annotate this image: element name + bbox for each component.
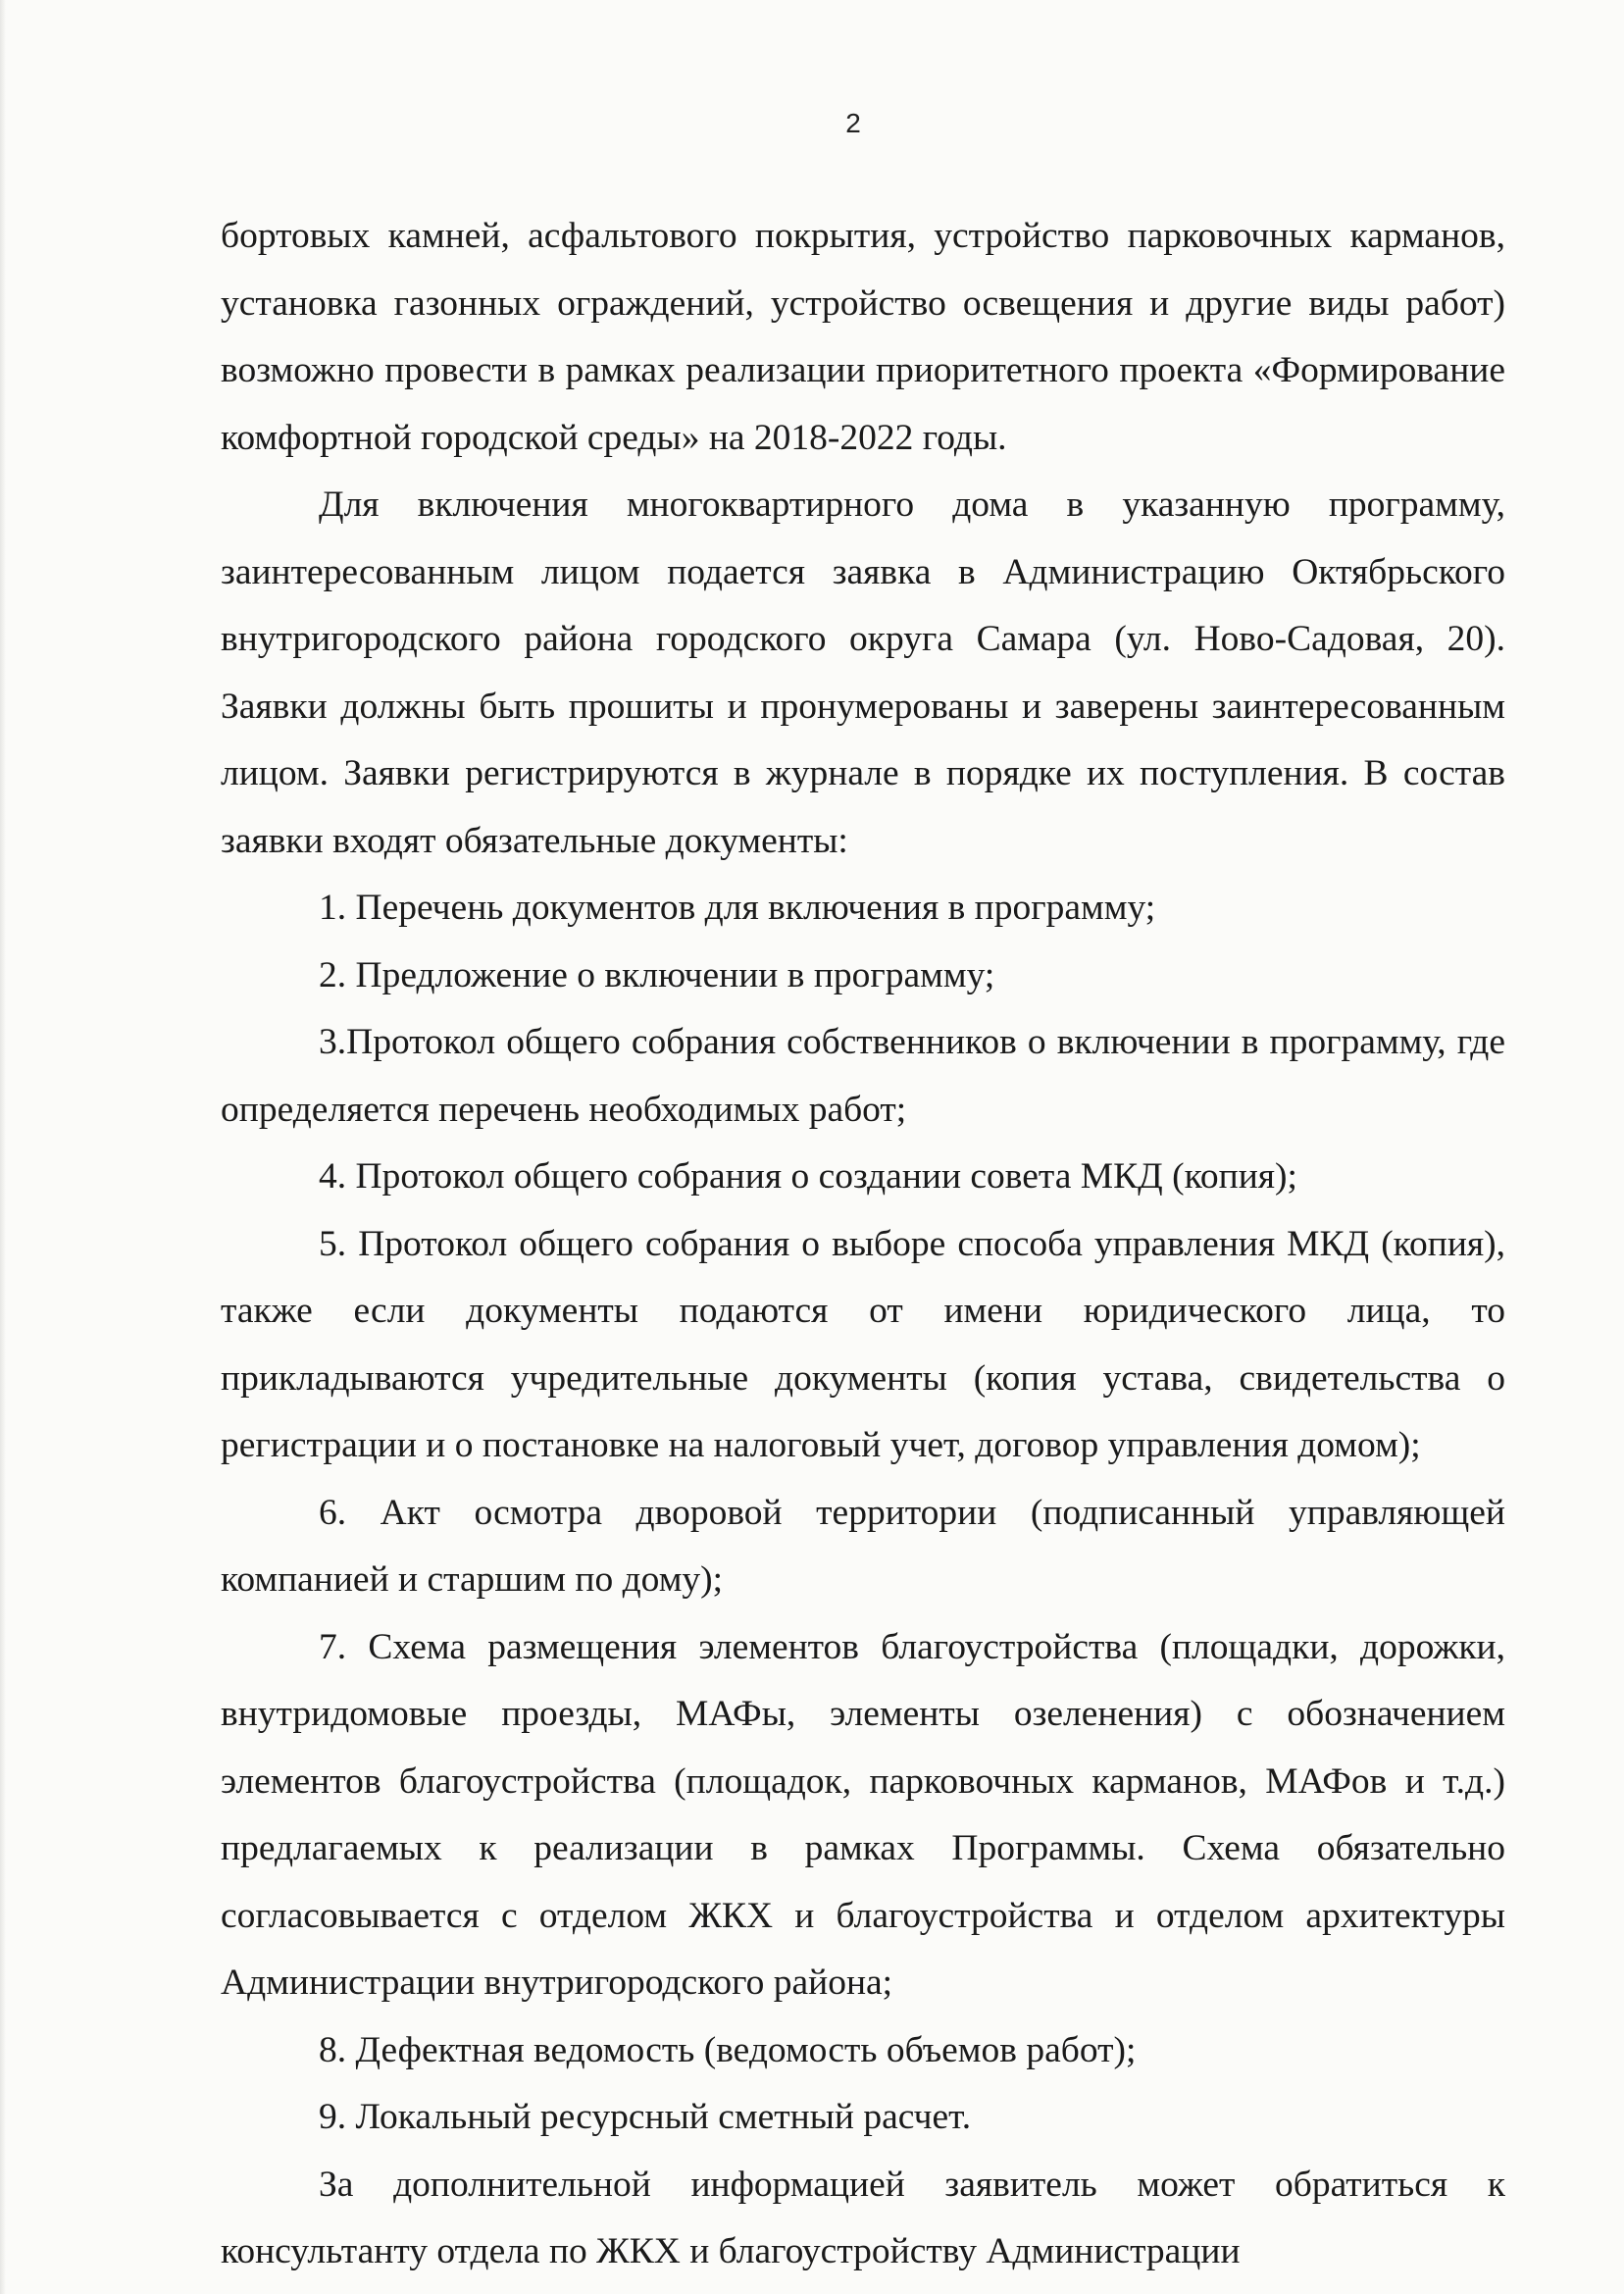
list-item-3: 3.Протокол общего собрания собственников о включении в программу, где определяется перечень необходимых работ;	[221, 1022, 1505, 1130]
list-item-7: 7. Схема размещения элементов благоустройства (площадки, дорожки, внутридомовые проезды, МАФы, элементы озеленения) с обозначением элементов благоустройства (площадок, парковочных карманов, МАФов и т.д.) предлагаемых к реализации в рамках Программы. Схема обязательно согласовывается с отделом ЖКХ и благоустройства и отделом архитектуры Администрации внутригородского района;	[221, 1626, 1505, 2003]
list-item-2: 2. Предложение о включении в программу;	[319, 954, 995, 995]
list-item-4: 4. Протокол общего собрания о создании совета МКД (копия);	[319, 1156, 1297, 1197]
list-item-5: 5. Протокол общего собрания о выборе способа управления МКД (копия), также если документы подаются от имени юридического лица, то прикладываются учредительные документы (копия устава, свидетельства о регистрации и о постановке на налоговый учет, договор управления домом);	[221, 1223, 1505, 1465]
scan-edge-shadow	[0, 0, 6, 2294]
page-number: 2	[845, 108, 861, 138]
list-item-9: 9. Локальный ресурсный сметный расчет.	[319, 2097, 972, 2137]
paragraph-application-procedure: Для включения многоквартирного дома в указанную программу, заинтересованным лицом подается заявка в Администрацию Октябрьского внутригородского района городского округа Самара (ул. Ново-Садовая, 20). Заявки должны быть прошиты и пронумерованы и заверены заинтересованным лицом. Заявки регистрируются в журнале в порядке их поступления. В состав заявки входят обязательные документы:	[221, 484, 1505, 861]
document-body	[221, 203, 1505, 2286]
list-item-1: 1. Перечень документов для включения в программу;	[319, 888, 1156, 928]
paragraph-contact-info: За дополнительной информацией заявитель может обратиться к консультанту отдела по ЖКХ и благоустройству Администрации	[221, 2164, 1505, 2271]
paragraph-continuation: бортовых камней, асфальтового покрытия, устройство парковочных карманов, установка газонных ограждений, устройство освещения и другие виды работ) возможно провести в рамках реализации приоритетного проекта «Формирование комфортной городской среды» на 2018-2022 годы.	[221, 216, 1505, 458]
list-item-6: 6. Акт осмотра дворовой территории (подписанный управляющей компанией и старшим по дому);	[221, 1492, 1505, 1600]
list-item-8: 8. Дефектная ведомость (ведомость объемов работ);	[319, 2029, 1137, 2070]
